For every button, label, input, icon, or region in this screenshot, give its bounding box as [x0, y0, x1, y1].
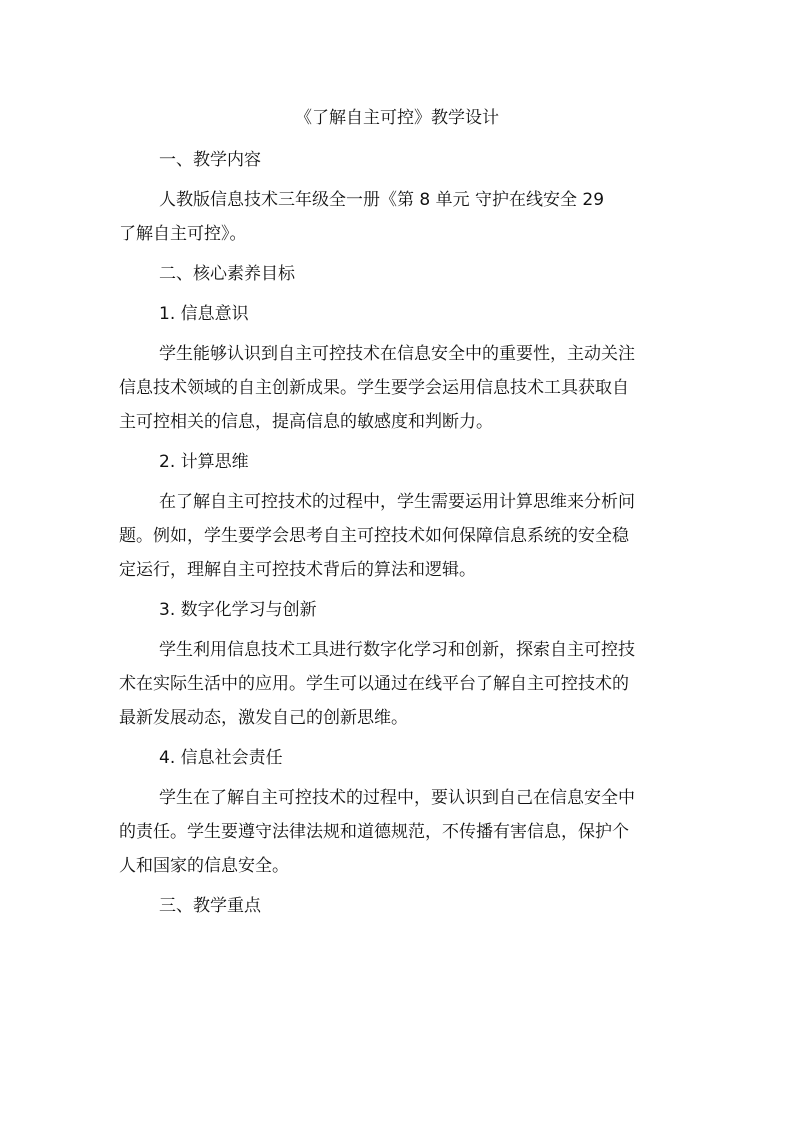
paragraph-line: 定运行，理解自主可控技术背后的算法和逻辑。	[119, 560, 476, 580]
paragraph-line: 学生能够认识到自主可控技术在信息安全中的重要性，主动关注	[159, 344, 635, 364]
subheading-computational-thinking: 2. 计算思维	[159, 452, 249, 472]
paragraph-line: 学生在了解自主可控技术的过程中，要认识到自己在信息安全中	[159, 788, 635, 808]
subheading-social-responsibility: 4. 信息社会责任	[159, 748, 283, 768]
paragraph-line: 主可控相关的信息，提高信息的敏感度和判断力。	[119, 412, 493, 432]
paragraph-line: 人教版信息技术三年级全一册《第 8 单元 守护在线安全 29	[159, 190, 605, 210]
paragraph-line: 最新发展动态，激发自己的创新思维。	[119, 708, 408, 728]
document-title: 《了解自主可控》教学设计	[295, 108, 499, 128]
section-heading-teaching-content: 一、教学内容	[159, 150, 261, 170]
paragraph-line: 信息技术领域的自主创新成果。学生要学会运用信息技术工具获取自	[119, 378, 629, 398]
subheading-digital-learning: 3. 数字化学习与创新	[159, 600, 317, 620]
paragraph-line: 学生利用信息技术工具进行数字化学习和创新，探索自主可控技	[159, 640, 635, 660]
document-body	[119, 101, 675, 929]
paragraph-line: 了解自主可控》。	[119, 224, 247, 244]
subheading-information-awareness: 1. 信息意识	[159, 304, 249, 324]
section-heading-core-literacy: 二、核心素养目标	[159, 264, 295, 284]
paragraph-line: 在了解自主可控技术的过程中，学生需要运用计算思维来分析问	[159, 492, 635, 512]
section-heading-teaching-focus: 三、教学重点	[159, 896, 261, 916]
paragraph-line: 题。例如，学生要学会思考自主可控技术如何保障信息系统的安全稳	[119, 526, 629, 546]
paragraph-line: 术在实际生活中的应用。学生可以通过在线平台了解自主可控技术的	[119, 674, 629, 694]
paragraph-line: 的责任。学生要遵守法律法规和道德规范，不传播有害信息，保护个	[119, 822, 629, 842]
paragraph-line: 人和国家的信息安全。	[119, 856, 289, 876]
